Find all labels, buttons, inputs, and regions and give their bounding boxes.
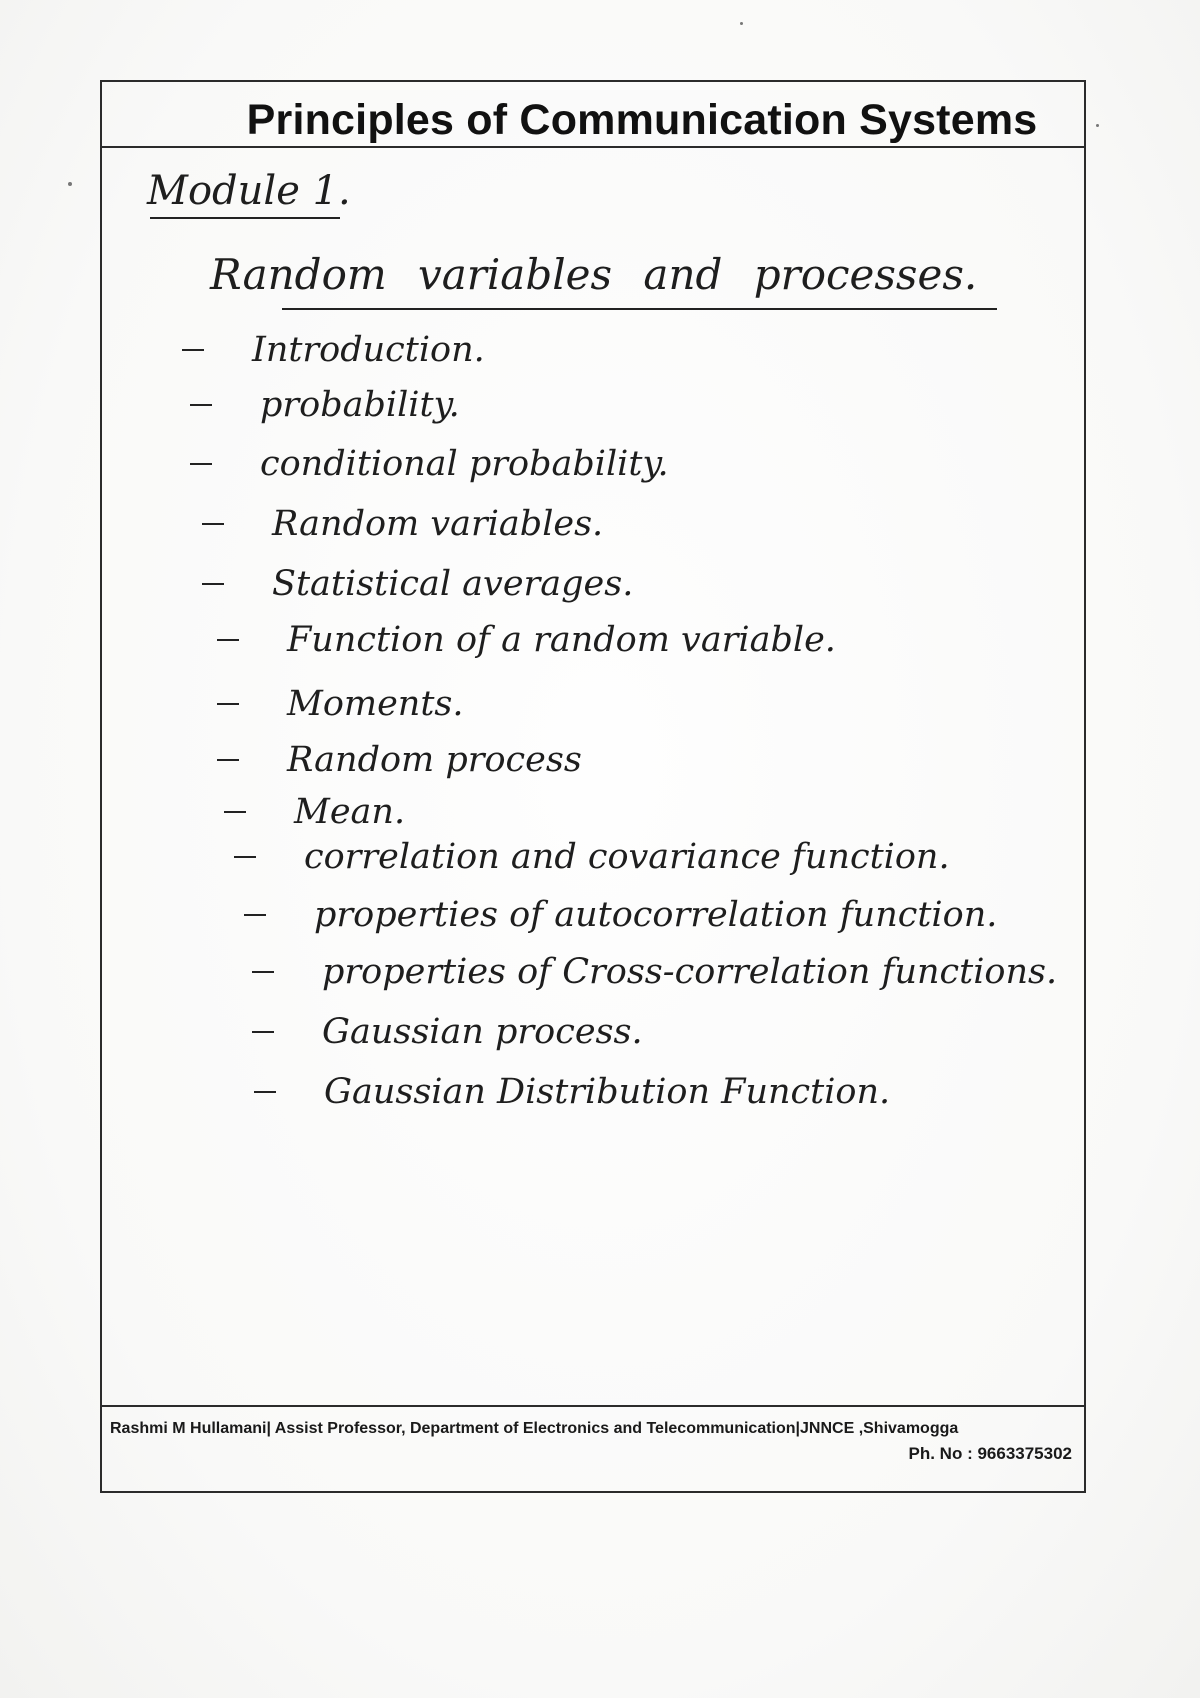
- list-item: [190, 385, 460, 425]
- page-title: Principles of Communication Systems: [246, 96, 1038, 144]
- topic-text: Random variables.: [272, 504, 604, 544]
- list-item: [190, 444, 669, 484]
- list-item: [224, 792, 405, 832]
- list-item: [217, 620, 836, 660]
- footer-divider: [102, 1405, 1084, 1407]
- module-heading: Module 1.: [147, 168, 351, 214]
- topic-text: Function of a random variable.: [287, 620, 836, 660]
- list-item: [252, 1012, 643, 1052]
- topic-text: Mean.: [294, 792, 406, 832]
- dash-bullet: [244, 914, 266, 916]
- list-item: [252, 952, 1057, 992]
- list-item: [244, 895, 997, 935]
- subject-heading: Random variables and processes.: [210, 250, 978, 299]
- list-item: [217, 684, 464, 724]
- topic-text: probability.: [260, 385, 460, 425]
- dash-bullet: [190, 404, 212, 406]
- dash-bullet: [217, 703, 239, 705]
- topic-text: properties of Cross-correlation functions.: [322, 952, 1058, 992]
- list-item: [217, 740, 582, 780]
- topic-text: Introduction.: [252, 330, 485, 370]
- dash-bullet: [252, 971, 274, 973]
- dash-bullet: [224, 811, 246, 813]
- list-item: [202, 504, 603, 544]
- topic-text: Moments.: [287, 684, 464, 724]
- topic-text: conditional probability.: [260, 444, 669, 484]
- topic-text: Statistical averages.: [272, 564, 634, 604]
- scan-speck: [740, 22, 743, 25]
- list-item: [254, 1072, 890, 1112]
- list-item: [202, 564, 633, 604]
- topic-text: Random process: [287, 740, 582, 780]
- dash-bullet: [202, 523, 224, 525]
- topic-list: [102, 82, 1084, 1491]
- dash-bullet: [182, 349, 204, 351]
- topic-text: correlation and covariance function.: [304, 837, 950, 877]
- author-info: Rashmi M Hullamani| Assist Professor, Department of Electronics and Telecommunication|JNNCE ,Shivamogga: [110, 1420, 959, 1437]
- dash-bullet: [202, 583, 224, 585]
- dash-bullet: [190, 463, 212, 465]
- topic-text: Gaussian Distribution Function.: [324, 1072, 891, 1112]
- dash-bullet: [234, 856, 256, 858]
- topic-text: properties of autocorrelation function.: [314, 895, 998, 935]
- scan-speck: [68, 182, 72, 186]
- phone-number: Ph. No : 9663375302: [908, 1444, 1072, 1463]
- dash-bullet: [252, 1031, 274, 1033]
- page-frame: [100, 80, 1086, 1493]
- topic-text: Gaussian process.: [322, 1012, 643, 1052]
- dash-bullet: [217, 759, 239, 761]
- dash-bullet: [217, 639, 239, 641]
- list-item: [234, 837, 950, 877]
- list-item: [182, 330, 485, 370]
- dash-bullet: [254, 1091, 276, 1093]
